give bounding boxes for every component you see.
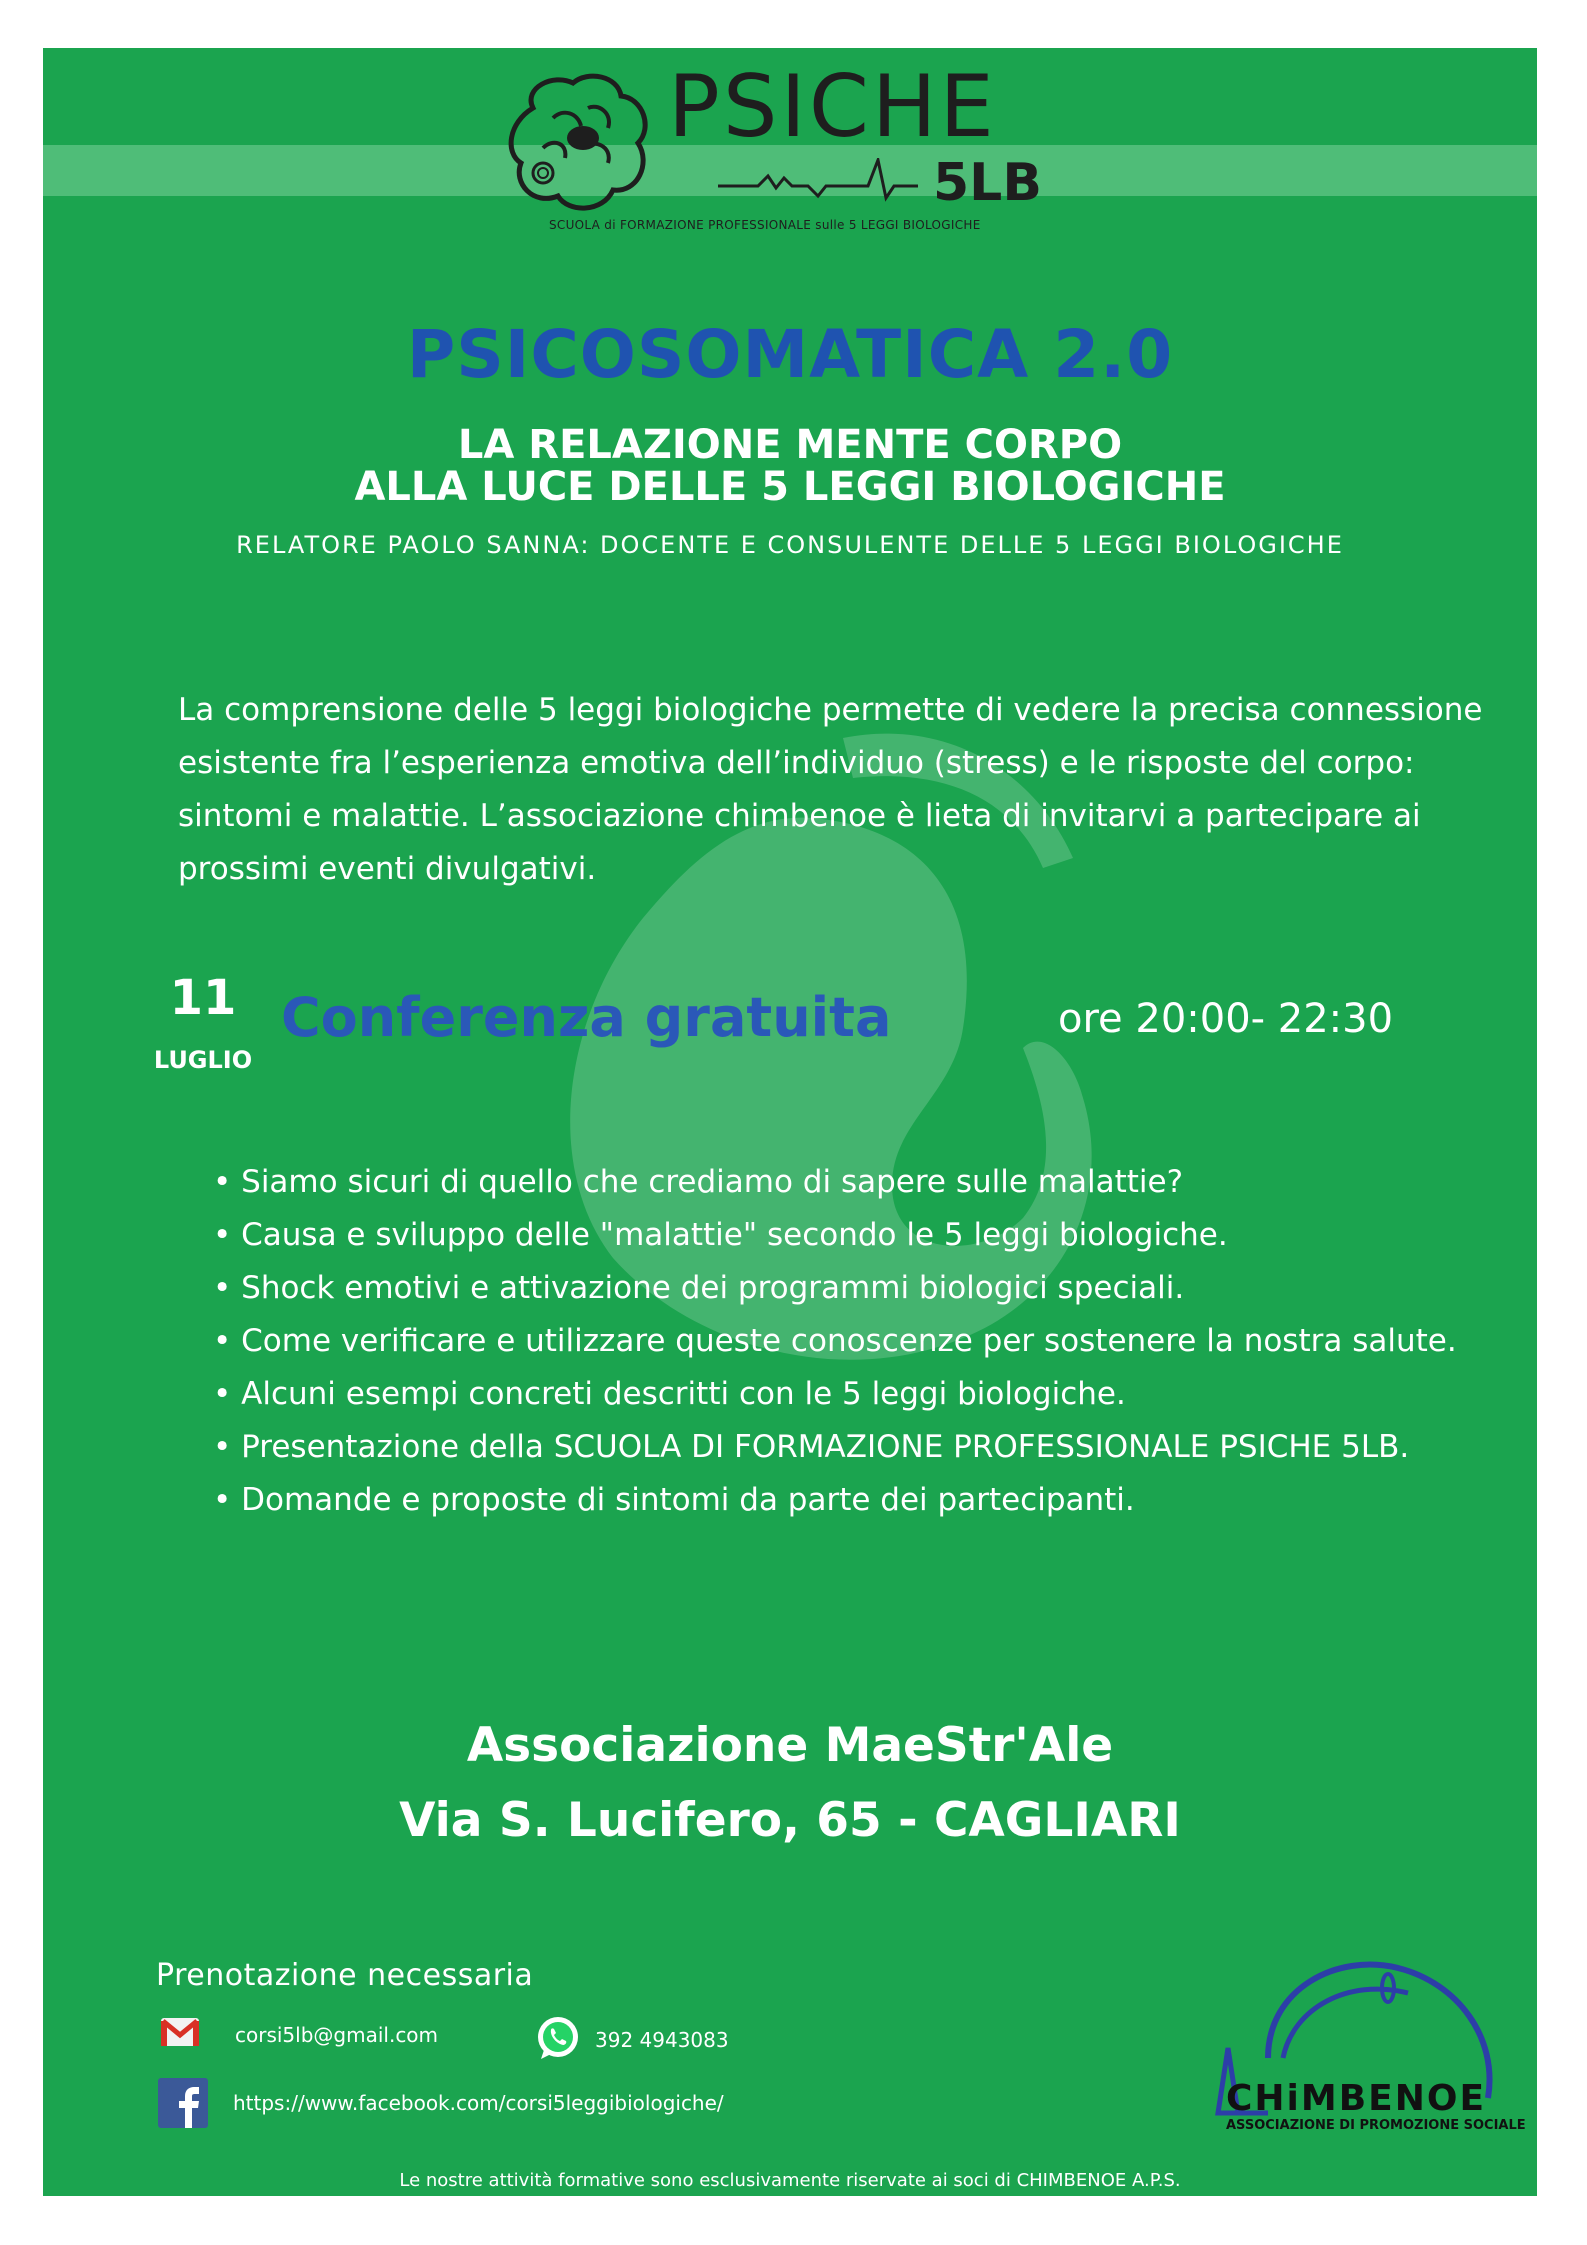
list-item: • Alcuni esempi concreti descritti con le 5 leggi biologiche. — [213, 1376, 1126, 1412]
ecg-wave-icon — [718, 158, 918, 203]
speaker-line: RELATORE PAOLO SANNA: DOCENTE E CONSULENTE DELLE 5 LEGGI BIOLOGICHE — [236, 531, 1344, 559]
event-title: Conferenza gratuita — [281, 986, 892, 1049]
booking-label: Prenotazione necessaria — [156, 1958, 534, 1993]
event-day: 11 — [169, 970, 237, 1026]
psiche-logo — [503, 57, 1063, 243]
logo-5lb: 5LB — [933, 153, 1042, 213]
venue-address: Via S. Lucifero, 65 - CAGLIARI — [399, 1793, 1181, 1848]
chimbenoe-name: CHiMBENOE — [1226, 2078, 1487, 2119]
email-link[interactable]: corsi5lb@gmail.com — [235, 2023, 439, 2047]
subtitle-line-2: ALLA LUCE DELLE 5 LEGGI BIOLOGICHE — [354, 464, 1226, 510]
phone-number: 392 4943083 — [595, 2028, 729, 2052]
footer-note: Le nostre attività formative sono esclusivamente riservate ai soci di CHIMBENOE A.P.S. — [399, 2170, 1181, 2191]
poster — [43, 48, 1537, 2196]
topic-list — [213, 1156, 1463, 1527]
venue-name: Associazione MaeStr'Ale — [466, 1718, 1114, 1773]
main-title: PSICOSOMATICA 2.0 — [406, 316, 1174, 393]
intro-paragraph: La comprensione delle 5 leggi biologiche permette di vedere la precisa connessione esistente fra l’esperienza emotiva dell’individuo (stress) e le risposte del corpo: sintomi e malattie. L’associazione chimbenoe è lieta di invitarvi a partecipare ai prossimi eventi divulgativi. — [178, 692, 1483, 887]
whatsapp-icon — [533, 2013, 583, 2063]
list-item: • Come verificare e utilizzare queste conoscenze per sostenere la nostra salute. — [213, 1323, 1457, 1359]
gmail-icon — [160, 2017, 200, 2047]
event-month: LUGLIO — [153, 1046, 253, 1074]
list-item: • Domande e proposte di sintomi da parte dei partecipanti. — [213, 1482, 1135, 1518]
subtitle-line-1: LA RELAZIONE MENTE CORPO — [457, 422, 1123, 468]
event-time: ore 20:00- 22:30 — [1058, 996, 1394, 1042]
chimbenoe-subtitle: ASSOCIAZIONE DI PROMOZIONE SOCIALE — [1226, 2118, 1526, 2133]
brain-icon — [503, 68, 653, 218]
facebook-icon — [158, 2078, 208, 2128]
list-item: • Siamo sicuri di quello che crediamo di sapere sulle malattie? — [213, 1164, 1184, 1200]
logo-title: PSICHE — [668, 57, 997, 157]
facebook-link[interactable]: https://www.facebook.com/corsi5leggibiologiche/ — [233, 2091, 724, 2115]
chimbenoe-logo-icon — [1198, 1948, 1498, 2173]
logo-tagline: SCUOLA di FORMAZIONE PROFESSIONALE sulle 5 LEGGI BIOLOGICHE — [549, 218, 981, 232]
list-item: • Causa e sviluppo delle "malattie" secondo le 5 leggi biologiche. — [213, 1217, 1228, 1253]
list-item: • Presentazione della SCUOLA DI FORMAZIONE PROFESSIONALE PSICHE 5LB. — [213, 1429, 1410, 1465]
list-item: • Shock emotivi e attivazione dei programmi biologici speciali. — [213, 1270, 1185, 1306]
